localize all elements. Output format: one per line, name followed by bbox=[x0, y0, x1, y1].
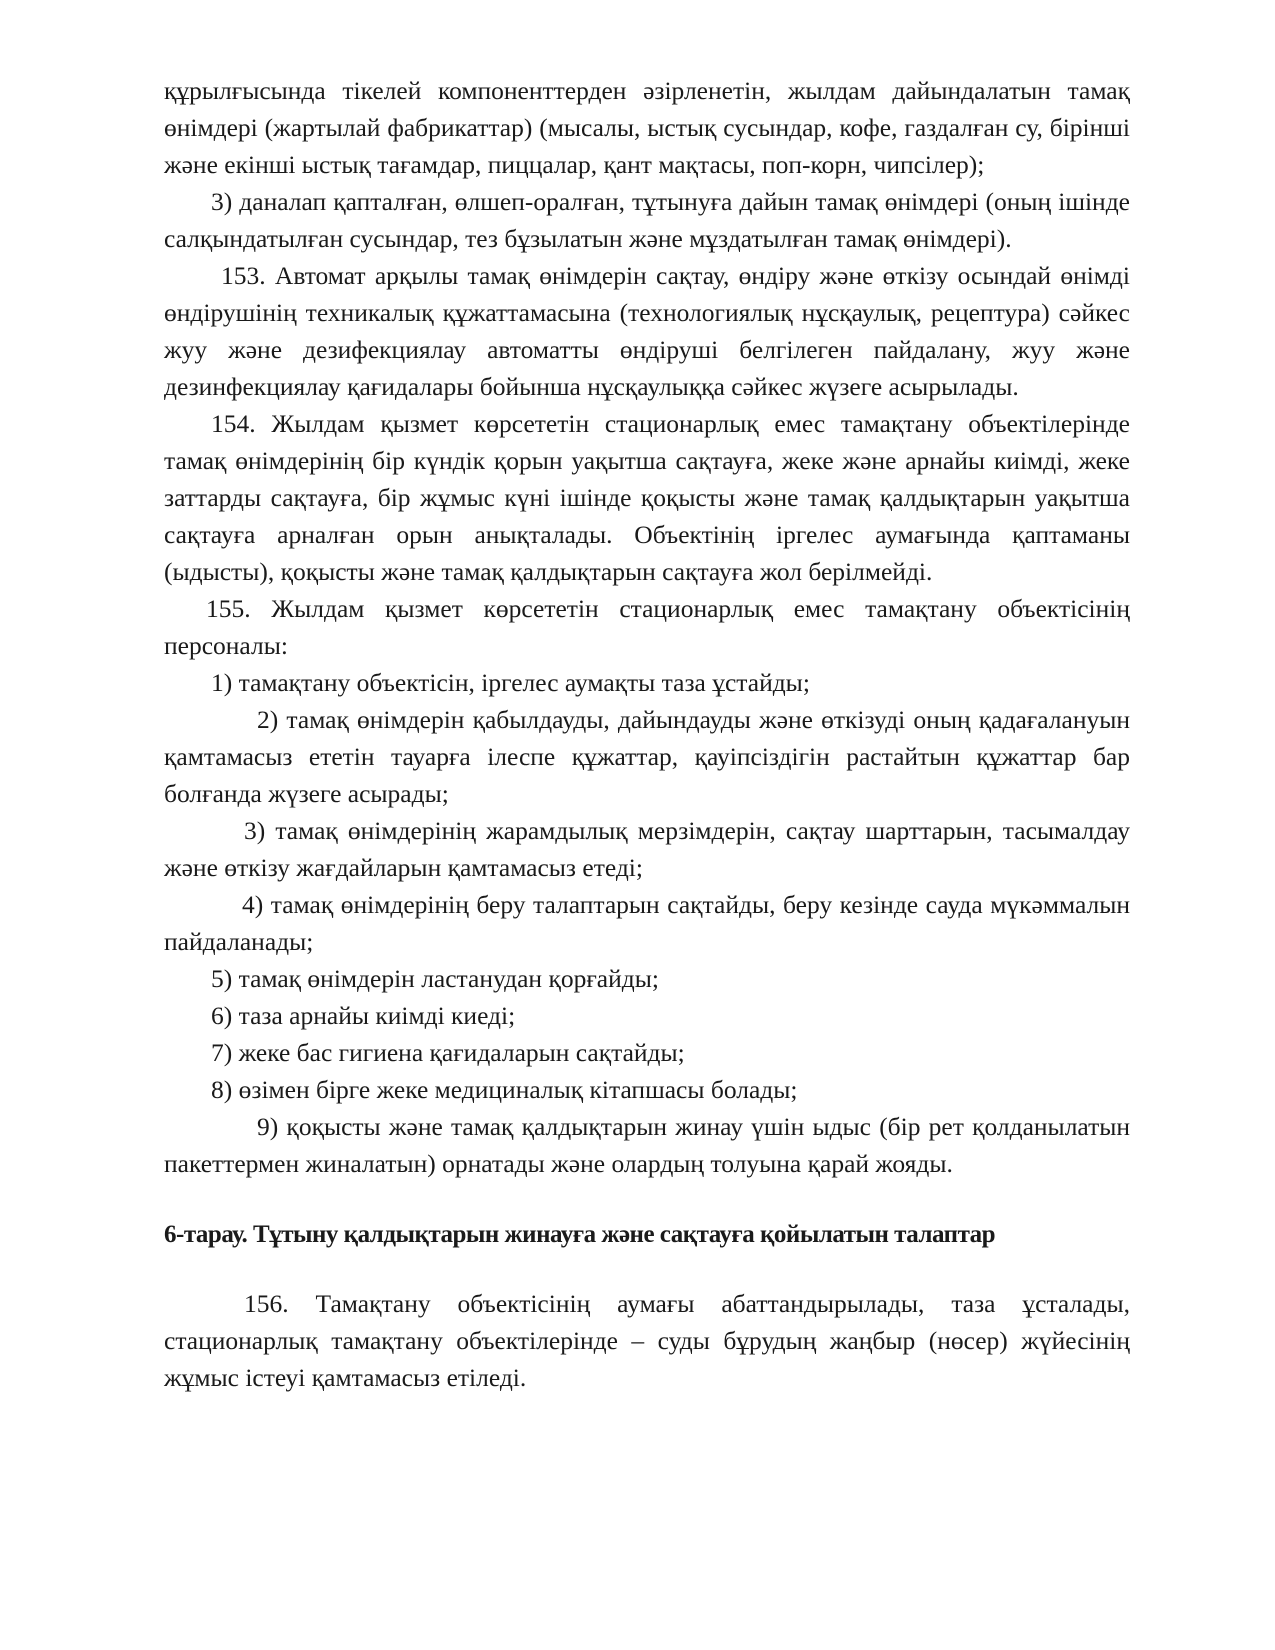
list-item-8: 8) өзімен бірге жеке медициналық кітапшасы болады; bbox=[211, 1075, 798, 1104]
list-item-6: 6) таза арнайы киімді киеді; bbox=[211, 1001, 516, 1030]
list-item-4: 4) тамақ өнімдерінің беру талаптарын сақтайды, беру кезінде сауда мүкәммалын пайдаланады; bbox=[164, 890, 1130, 956]
list-item-3: 3) даналап қапталған, өлшеп-оралған, тұтынуға дайын тамақ өнімдері (оның ішінде салқындатылған сусындар, тез бұзылатын және мұздатылған тамақ өнімдері). bbox=[164, 187, 1130, 253]
paragraph-154: 154. Жылдам қызмет көрсететін стационарлық емес тамақтану объектілерінде тамақ өнімдерінің бір күндік қорын уақытша сақтауға, жеке және арнайы киімді, жеке заттарды сақтауға, бір жұмыс күні ішінде қоқысты және тамақ қалдықтарын уақытша сақтауға арналған орын анықталады. Объектінің іргелес аумағында қаптаманы (ыдысты), қоқысты және тамақ қалдықтарын сақтауға жол берілмейді. bbox=[164, 409, 1130, 586]
list-item-1: 1) тамақтану объектісін, іргелес аумақты таза ұстайды; bbox=[211, 668, 810, 697]
section-heading: 6-тарау. Тұтыну қалдықтарын жинауға және сақтауға қойылатын талаптар bbox=[164, 1221, 996, 1248]
list-item-7: 7) жеке бас гигиена қағидаларын сақтайды; bbox=[211, 1038, 685, 1067]
paragraph-155: 155. Жылдам қызмет көрсететін стационарлық емес тамақтану объектісінің персоналы: bbox=[164, 594, 1130, 660]
list-item-3b: 3) тамақ өнімдерінің жарамдылық мерзімдерін, сақтау шарттарын, тасымалдау және өткізу жағдайларын қамтамасыз етеді; bbox=[164, 816, 1130, 882]
paragraph-156: 156. Тамақтану объектісінің аумағы абаттандырылады, таза ұсталады, стационарлық тамақтану объектілерінде – суды бұрудың жаңбыр (нөсер) жүйесінің жұмыс істеуі қамтамасыз етіледі. bbox=[164, 1289, 1130, 1392]
list-item-5: 5) тамақ өнімдерін ластанудан қорғайды; bbox=[211, 964, 659, 993]
list-item-2: 2) тамақ өнімдерін қабылдауды, дайындауды және өткізуді оның қадағалануын қамтамасыз ететін тауарға ілеспе құжаттар, қауіпсіздігін растайтын құжаттар бар болғанда жүзеге асырады; bbox=[164, 705, 1130, 808]
paragraph-153: 153. Автомат арқылы тамақ өнімдерін сақтау, өндіру және өткізу осындай өнімді өндірушінің техникалық құжаттамасына (технологиялық нұсқаулық, рецептура) сәйкес жуу және дезифекциялау автоматты өндіруші белгілеген пайдалану, жуу және дезинфекциялау қағидалары бойынша нұсқаулыққа сәйкес жүзеге асырылады. bbox=[164, 261, 1130, 401]
list-item-9: 9) қоқысты және тамақ қалдықтарын жинау үшін ыдыс (бір рет қолданылатын пакеттермен жиналатын) орнатады және олардың толуына қарай жояды. bbox=[164, 1112, 1130, 1178]
paragraph-continuation: құрылғысында тікелей компоненттерден әзірленетін, жылдам дайындалатын тамақ өнімдері (жартылай фабрикаттар) (мысалы, ыстық сусындар, кофе, газдалған су, бірінші және екінші ыстық тағамдар, пиццалар, қант мақтасы, поп-корн, чипсілер); bbox=[164, 76, 1130, 179]
